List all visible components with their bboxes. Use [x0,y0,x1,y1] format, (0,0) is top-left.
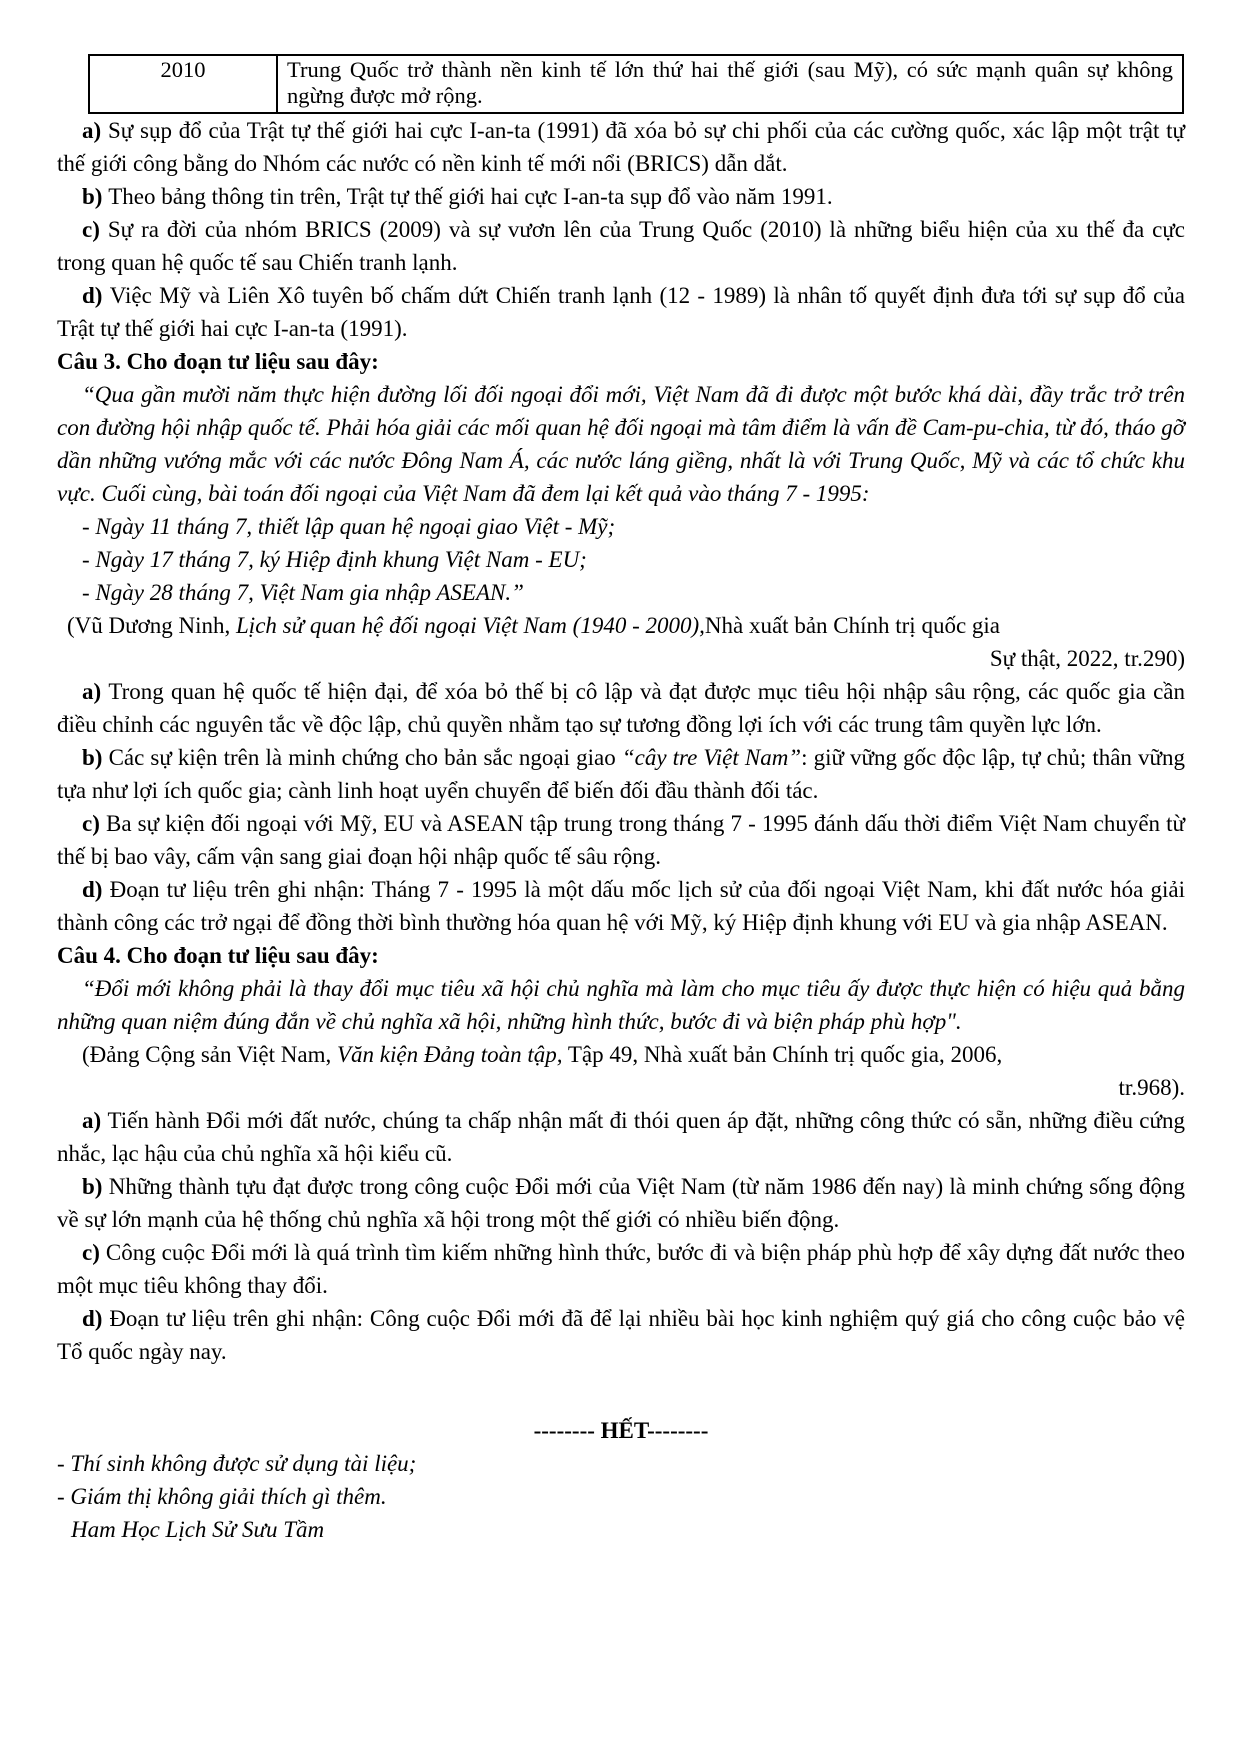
question3-quote: “Qua gần mười năm thực hiện đường lối đối ngoại đổi mới, Việt Nam đã đi được một bước khá dài, đầy trắc trở trên con đường hội nhập quốc tế. Phải hóa giải các mối quan hệ đối ngoại mà tâm điểm là vấn đề Cam-pu-chia, từ đó, tháo gỡ dần những vướng mắc với các nước Đông Nam Á, các nước láng giềng, nhất là với Trung Quốc, Mỹ và các tổ chức khu vực. Cuối cùng, bài toán đối ngoại của Việt Nam đã đem lại kết quả vào tháng 7 - 1995: [57,382,1185,506]
question3-heading: Câu 3. Cho đoạn tư liệu sau đây: [57,349,379,374]
question3-option-c: c) Ba sự kiện đối ngoại với Mỹ, EU và ASEAN tập trung trong tháng 7 - 1995 đánh dấu thời điểm Việt Nam chuyển từ thế bị bao vây, cấm vận sang giai đoạn hội nhập quốc tế sâu rộng. [57,811,1185,869]
question2-option-d: d) Việc Mỹ và Liên Xô tuyên bố chấm dứt Chiến tranh lạnh (12 - 1989) là nhân tố quyết định đưa tới sự sụp đổ của Trật tự thế giới hai cực I-an-ta (1991). [57,283,1186,341]
footer-note-1: - Thí sinh không được sử dụng tài liệu; [57,1451,417,1476]
question4-option-c: c) Công cuộc Đổi mới là quá trình tìm kiếm những hình thức, bước đi và biện pháp phù hợp để xây dựng đất nước theo một mục tiêu không thay đổi. [57,1240,1185,1298]
question3-option-d: d) Đoạn tư liệu trên ghi nhận: Tháng 7 - 1995 là một dấu mốc lịch sử của đối ngoại Việt Nam, khi đất nước hóa giải thành công các trở ngại để đồng thời bình thường hóa quan hệ với Mỹ, ký Hiệp định khung với EU và gia nhập ASEAN. [57,877,1185,935]
question4-citation-tail: tr.968). [1118,1075,1185,1100]
question4-citation: (Đảng Cộng sản Việt Nam, Văn kiện Đảng toàn tập, Tập 49, Nhà xuất bản Chính trị quốc gia, 2006, [82,1042,1003,1067]
question3-option-a: a) Trong quan hệ quốc tế hiện đại, để xóa bỏ thế bị cô lập và đạt được mục tiêu hội nhập sâu rộng, các quốc gia cần điều chỉnh các nguyên tắc về độc lập, chủ quyền nhằm tạo sự tương đồng lợi ích với các trung tâm quyền lực lớn. [57,679,1185,737]
question4-option-d: d) Đoạn tư liệu trên ghi nhận: Công cuộc Đổi mới đã để lại nhiều bài học kinh nghiệm quý giá cho công cuộc bảo vệ Tổ quốc ngày nay. [57,1306,1185,1364]
question3-bullet-2: - Ngày 17 tháng 7, ký Hiệp định khung Việt Nam - EU; [82,547,587,572]
footer-note-2: - Giám thị không giải thích gì thêm. [57,1484,387,1509]
question3-citation-tail: Sự thật, 2022, tr.290) [989,646,1185,671]
question2-option-a: a) Sự sụp đổ của Trật tự thế giới hai cực I-an-ta (1991) đã xóa bỏ sự chi phối của các cường quốc, xác lập một trật tự thế giới công bằng do Nhóm các nước có nền kinh tế mới nổi (BRICS) dẫn dắt. [57,118,1185,176]
table-cell-event: Trung Quốc trở thành nền kinh tế lớn thứ hai thế giới (sau Mỹ), có sức mạnh quân sự không ngừng được mở rộng. [277,55,1183,113]
info-table [88,54,1184,114]
question3-option-b: b) Các sự kiện trên là minh chứng cho bản sắc ngoại giao “cây tre Việt Nam”: giữ vững gốc độc lập, tự chủ; thân vững tựa như lợi ích quốc gia; cành linh hoạt uyển chuyển để biến đối đầu thành đối tác. [57,745,1186,803]
end-marker: -------- HẾT-------- [533,1418,709,1443]
question3-citation: (Vũ Dương Ninh, Lịch sử quan hệ đối ngoại Việt Nam (1940 - 2000),Nhà xuất bản Chính trị quốc gia [67,613,1001,638]
question2-option-c: c) Sự ra đời của nhóm BRICS (2009) và sự vươn lên của Trung Quốc (2010) là những biểu hiện của xu thế đa cực trong quan hệ quốc tế sau Chiến tranh lạnh. [57,217,1185,275]
table-row [89,55,1183,113]
question4-option-b: b) Những thành tựu đạt được trong công cuộc Đổi mới của Việt Nam (từ năm 1986 đến nay) là minh chứng sống động về sự lớn mạnh của hệ thống chủ nghĩa xã hội trong một thế giới có nhiều biến động. [57,1174,1185,1232]
question2-option-b: b) Theo bảng thông tin trên, Trật tự thế giới hai cực I-an-ta sụp đổ vào năm 1991. [82,184,833,209]
question3-bullet-3: - Ngày 28 tháng 7, Việt Nam gia nhập ASEAN.” [82,580,524,605]
question4-heading: Câu 4. Cho đoạn tư liệu sau đây: [57,943,379,968]
question4-option-a: a) Tiến hành Đổi mới đất nước, chúng ta chấp nhận mất đi thói quen áp đặt, những công thức có sẵn, những điều cứng nhắc, lạc hậu của chủ nghĩa xã hội kiểu cũ. [57,1108,1185,1166]
footer-credit: Ham Học Lịch Sử Sưu Tầm [71,1517,325,1542]
question3-bullet-1: - Ngày 11 tháng 7, thiết lập quan hệ ngoại giao Việt - Mỹ; [82,514,616,539]
table-cell-year: 2010 [89,55,277,113]
question4-quote: “Đổi mới không phải là thay đổi mục tiêu xã hội chủ nghĩa mà làm cho mục tiêu ấy được thực hiện có hiệu quả bằng những quan niệm đúng đắn về chủ nghĩa xã hội, những hình thức, bước đi và biện pháp phù hợp". [57,976,1185,1034]
